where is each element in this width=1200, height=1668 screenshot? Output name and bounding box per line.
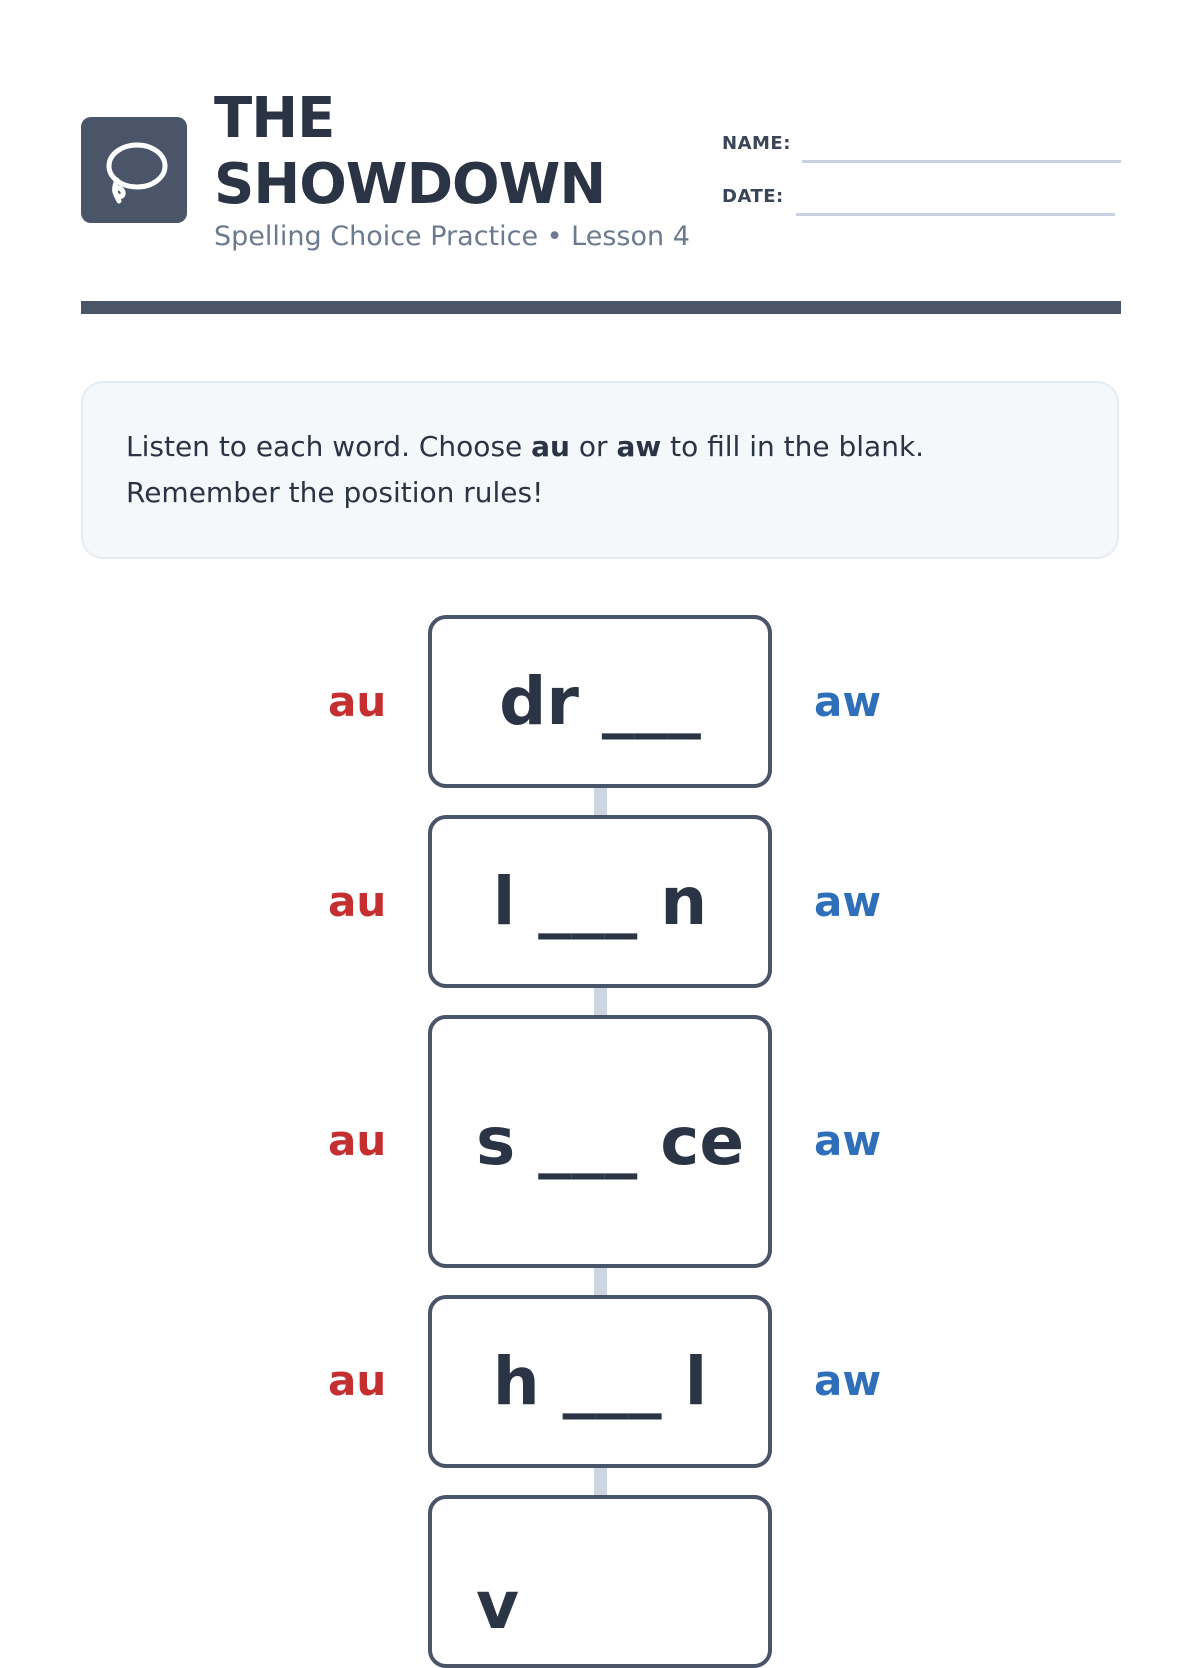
word-card-1 (428, 615, 772, 788)
option-au-word-3[interactable]: au (328, 1116, 387, 1165)
option-aw-word-1[interactable]: aw (814, 677, 882, 726)
word-card-text: h ___ l (492, 1342, 708, 1420)
instructions-box (81, 381, 1119, 559)
chain-connector (594, 1466, 607, 1497)
option-au-word-2[interactable]: au (328, 877, 387, 926)
word-card-text: l ___ n (492, 862, 708, 940)
option-aw-word-2[interactable]: aw (814, 877, 882, 926)
option-aw-word-3[interactable]: aw (814, 1116, 882, 1165)
option-aw-word-4[interactable]: aw (814, 1356, 882, 1405)
instructions-text-2: or (569, 430, 617, 463)
word-card-2 (428, 815, 772, 988)
instructions-text-1: Listen to each word. Choose (126, 430, 532, 463)
word-card-text: s ___ ce (476, 1102, 745, 1180)
chain-connector (594, 786, 607, 817)
name-label: NAME: (722, 133, 791, 154)
page-subtitle: Spelling Choice Practice • Lesson 4 (214, 221, 690, 252)
instructions-choice-b: aw (616, 430, 662, 463)
chain-connector (594, 986, 607, 1017)
word-card-3 (428, 1015, 772, 1268)
header-divider (81, 301, 1121, 314)
word-card-text: v (476, 1567, 520, 1644)
option-au-word-1[interactable]: au (328, 677, 387, 726)
title-line-2: SHOWDOWN (214, 152, 606, 217)
name-field[interactable] (802, 160, 1121, 163)
title-line-1: THE (214, 86, 335, 151)
word-card-5 (428, 1495, 772, 1668)
page-title (214, 86, 605, 218)
word-card-text: dr ___ (499, 662, 701, 740)
option-au-word-4[interactable]: au (328, 1356, 387, 1405)
date-label: DATE: (722, 186, 784, 207)
instructions-choice-a: au (531, 430, 570, 463)
lasso-icon (81, 117, 187, 223)
date-field[interactable] (796, 213, 1115, 216)
chain-connector (594, 1266, 607, 1297)
instructions-text-3: to fill in the blank. (661, 430, 925, 463)
instructions-text-4: Remember the position rules! (126, 476, 544, 509)
word-card-4 (428, 1295, 772, 1468)
